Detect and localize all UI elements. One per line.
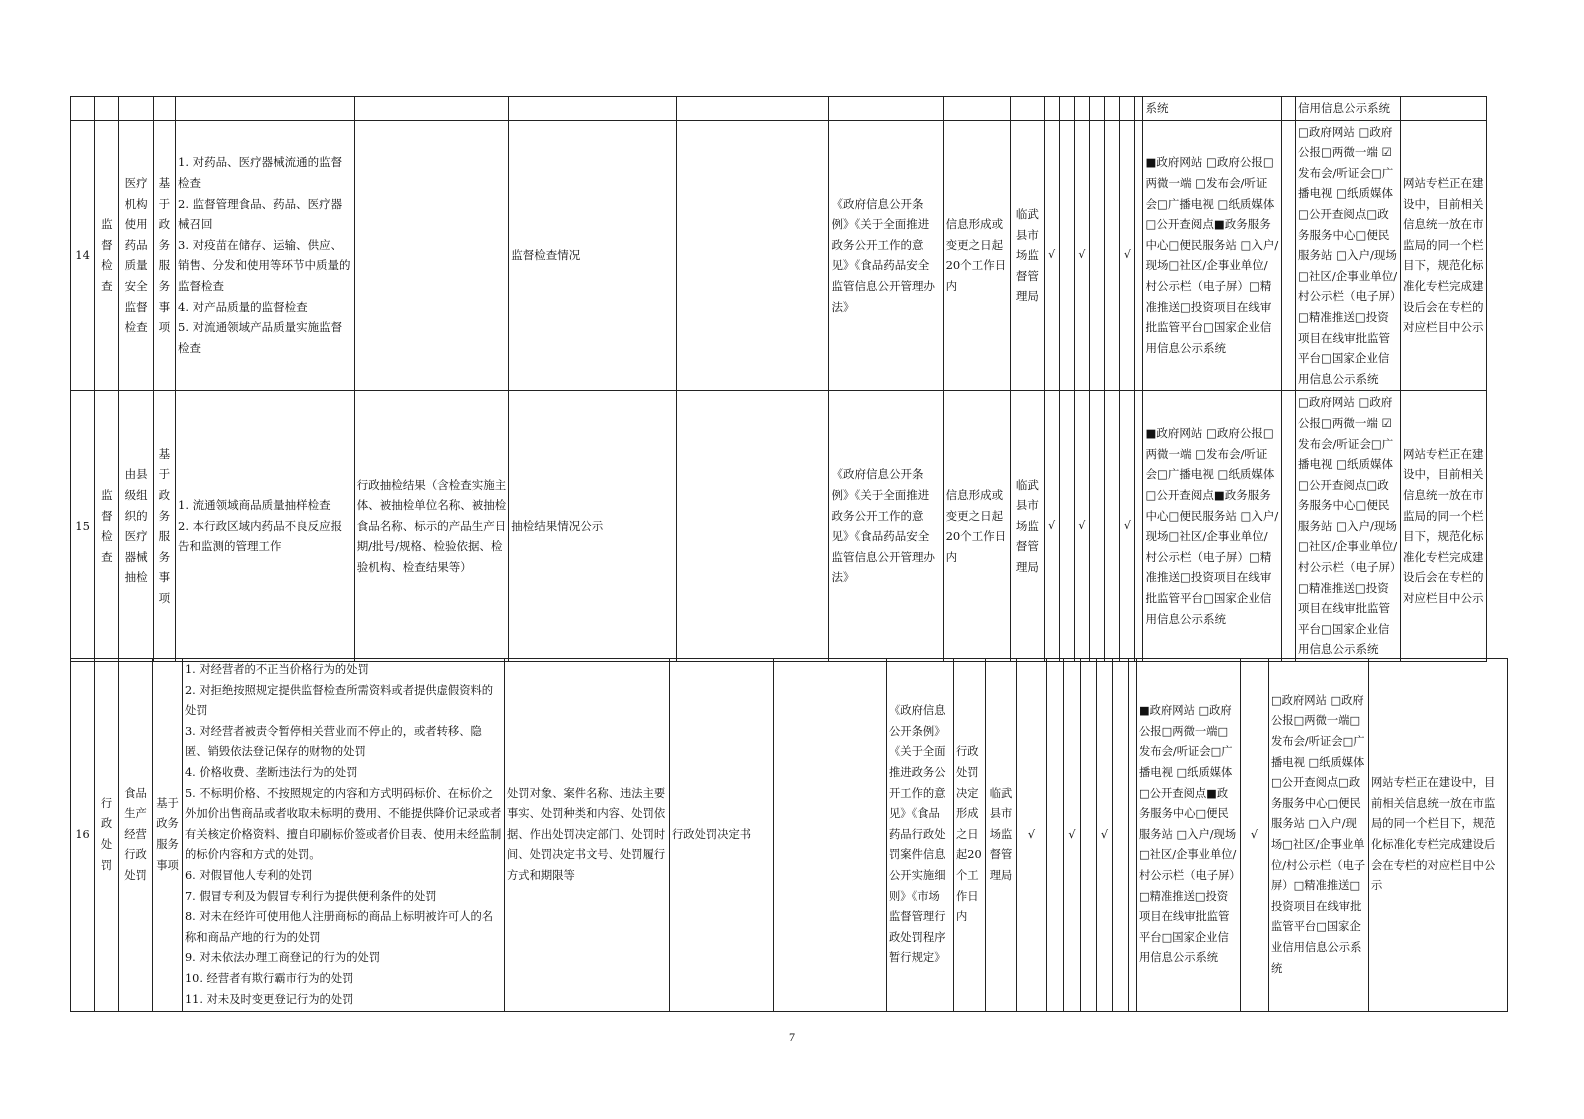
basis-list-cell: 1. 流通领域商品质量抽样检查 2. 本行政区域内药品不良反应报告和监测的管理工作 xyxy=(176,391,355,662)
content-cell: 处罚对象、案件名称、违法主要事实、处罚种类和内容、处罚依据、作出处罚决定部门、处罚时间、处罚决定书文号、处罚履行方式和期限等 xyxy=(505,659,670,1012)
disclosure-table-lower xyxy=(70,658,1508,1012)
mark-cell xyxy=(1047,659,1064,1012)
mark-cell: √ xyxy=(1044,391,1059,662)
basis-list-cell: 1. 对经营者的不正当价格行为的处罚 2. 对拒绝按照规定提供监督检查所需资料或者提供虚假资料的处罚 3. 对经营者被责令暂停相关营业而不停止的，或者转移、隐匿、销毁依法登记保存的财物的处罚 4. 价格收费、垄断违法行为的处罚 5. 不标明价格、不按照规定的内容和方式明码标价、在标价之外加价出售商品或者收取未标明的费用、不能提供降价记录或者有关核定价格资料、擅自印刷标价签或者价目表、使用未经监制的标价内容和方式的处罚。 6. 对假冒他人专利的处罚 7. 假冒专利及为假冒专利行为提供便利条件的处罚 8. 对未在经许可使用他人注册商标的商品上标明被许可人的名称和商品产地的行为的处罚 9. 对未依法办理工商登记的行为的处罚 10. 经营者有欺行霸市行为的处罚 11. 对未及时变更登记行为的处罚 xyxy=(183,659,505,1012)
note-cell: 网站专栏正在建设中，目前相关信息统一放在市监局的同一个栏目下，规范化标准化专栏完成建设后会在专栏的对应栏目中公示 xyxy=(1401,391,1487,662)
table-row xyxy=(71,391,1487,662)
channel-cell: 系统 xyxy=(1143,97,1281,121)
scope-cell: 基于政务服务事项 xyxy=(153,120,175,391)
mark-cell: √ xyxy=(1044,120,1059,391)
row-number: 15 xyxy=(71,391,95,662)
subject-cell: 临武县市场监督管理局 xyxy=(1011,391,1044,662)
mark-cell: √ xyxy=(1074,391,1089,662)
disclosure-cell: 行政处罚决定书 xyxy=(670,659,774,1012)
form-cell xyxy=(774,659,887,1012)
channel2-cell: □政府网站 □政府公报□两微一端 ☑发布会/听证会□广播电视 □纸质媒体□公开查阅点□政务服务中心□便民服务站 □入户/现场□社区/企事业单位/村公示栏（电子屏）□精准推送□投资项目在线审批监管平台□国家企业信用信息公示系统 xyxy=(1295,120,1400,391)
disclosure-cell: 监督检查情况 xyxy=(509,120,677,391)
table-row xyxy=(71,659,1508,1012)
mark-cell xyxy=(1105,391,1120,662)
category-cell: 监督检查 xyxy=(95,391,119,662)
mark-cell xyxy=(1059,120,1074,391)
table-row xyxy=(71,120,1487,391)
law-cell: 《政府信息公开条例》《关于全面推进政务公开工作的意见》《食品药品安全监管信息公开管理办法》 xyxy=(829,120,943,391)
row-number: 16 xyxy=(71,659,95,1012)
content-cell: 行政抽检结果（含检查实施主体、被抽检单位名称、被抽检食品名称、标示的产品生产日期/批号/规格、检验依据、检验机构、检查结果等） xyxy=(354,391,509,662)
category-cell: 监督检查 xyxy=(95,120,119,391)
mark-cell xyxy=(1089,120,1104,391)
subject-cell: 临武县市场监督管理局 xyxy=(1011,120,1044,391)
time-cell: 信息形成或变更之日起20个工作日内 xyxy=(943,120,1011,391)
mark-cell: √ xyxy=(1074,120,1089,391)
mark-cell: √ xyxy=(1241,659,1269,1012)
mark-cell xyxy=(1105,120,1120,391)
mark-cell: √ xyxy=(1064,659,1081,1012)
scope-cell: 基于政务服务事项 xyxy=(153,659,183,1012)
time-cell: 行政处罚决定形成之日起20个工作日内 xyxy=(954,659,986,1012)
channel-cell: ■政府网站 □政府公报□两微一端□发布会/听证会□广播电视 □纸质媒体□公开查阅点■政务服务中心□便民服务站 □入户/现场□社区/企事业单位/村公示栏（电子屏）□精准推送□投资项目在线审批监管平台□国家企业信用信息公示系统 xyxy=(1137,659,1241,1012)
item-cell: 医疗机构使用药品质量安全监督检查 xyxy=(119,120,153,391)
note-cell: 网站专栏正在建设中，目前相关信息统一放在市监局的同一个栏目下，规范化标准化专栏完成建设后会在专栏的对应栏目中公示 xyxy=(1401,120,1487,391)
scope-cell: 基于政务服务事项 xyxy=(153,391,175,662)
item-cell: 由县级组织的医疗器械抽检 xyxy=(119,391,153,662)
form-cell xyxy=(676,120,829,391)
mark-cell: √ xyxy=(1120,391,1135,662)
channel2-cell: □政府网站 □政府公报□两微一端 ☑发布会/听证会□广播电视 □纸质媒体□公开查阅点□政务服务中心□便民服务站 □入户/现场□社区/企事业单位/村公示栏（电子屏）□精准推送□投资项目在线审批监管平台□国家企业信用信息公示系统 xyxy=(1295,391,1400,662)
mark-cell: √ xyxy=(1017,659,1047,1012)
basis-list-cell: 1. 对药品、医疗器械流通的监督检查 2. 监督管理食品、药品、医疗器械召回 3. 对疫苗在储存、运输、供应、销售、分发和使用等环节中质量的监督检查 4. 对产品质量的监督检查 5. 对流通领域产品质量实施监督检查 xyxy=(176,120,355,391)
mark-cell: √ xyxy=(1097,659,1113,1012)
law-cell: 《政府信息公开条例》《关于全面推进政务公开工作的意见》《食品药品行政处罚案件信息公开实施细则》《市场监督管理行政处罚程序暂行规定》 xyxy=(887,659,954,1012)
disclosure-cell: 抽检结果情况公示 xyxy=(509,391,677,662)
category-cell: 行政处罚 xyxy=(95,659,119,1012)
page-number: 7 xyxy=(789,1030,795,1044)
mark-cell xyxy=(1113,659,1129,1012)
time-cell: 信息形成或变更之日起20个工作日内 xyxy=(943,391,1011,662)
mark-cell: √ xyxy=(1120,120,1135,391)
channel2-cell: 信用信息公示系统 xyxy=(1295,97,1400,121)
disclosure-table-upper xyxy=(70,96,1487,662)
item-cell: 食品生产经营行政处罚 xyxy=(119,659,153,1012)
channel2-cell: □政府网站 □政府公报□两微一端□发布会/听证会□广播电视 □纸质媒体□公开查阅点□政务服务中心□便民服务站 □入户/现场□社区/企事业单位/村公示栏（电子屏）□精准推送□投资项目在线审批监管平台□国家企业信用信息公示系统 xyxy=(1269,659,1369,1012)
subject-cell: 临武县市场监督管理局 xyxy=(986,659,1017,1012)
channel-cell: ■政府网站 □政府公报□两微一端 □发布会/听证会□广播电视 □纸质媒体□公开查阅点■政务服务中心□便民服务站 □入户/现场□社区/企事业单位/村公示栏（电子屏）□精准推送□投资项目在线审批监管平台□国家企业信用信息公示系统 xyxy=(1143,120,1281,391)
form-cell xyxy=(676,391,829,662)
mark-cell xyxy=(1089,391,1104,662)
law-cell: 《政府信息公开条例》《关于全面推进政务公开工作的意见》《食品药品安全监管信息公开管理办法》 xyxy=(829,391,943,662)
row-number: 14 xyxy=(71,120,95,391)
channel-cell: ■政府网站 □政府公报□两微一端 □发布会/听证会□广播电视 □纸质媒体□公开查阅点■政务服务中心□便民服务站 □入户/现场□社区/企事业单位/村公示栏（电子屏）□精准推送□投资项目在线审批监管平台□国家企业信用信息公示系统 xyxy=(1143,391,1281,662)
table-row xyxy=(71,97,1487,121)
note-cell: 网站专栏正在建设中，目前相关信息统一放在市监局的同一个栏目下，规范化标准化专栏完成建设后会在专栏的对应栏目中公示 xyxy=(1369,659,1508,1012)
mark-cell xyxy=(1059,391,1074,662)
mark-cell xyxy=(1081,659,1097,1012)
content-cell xyxy=(354,120,509,391)
